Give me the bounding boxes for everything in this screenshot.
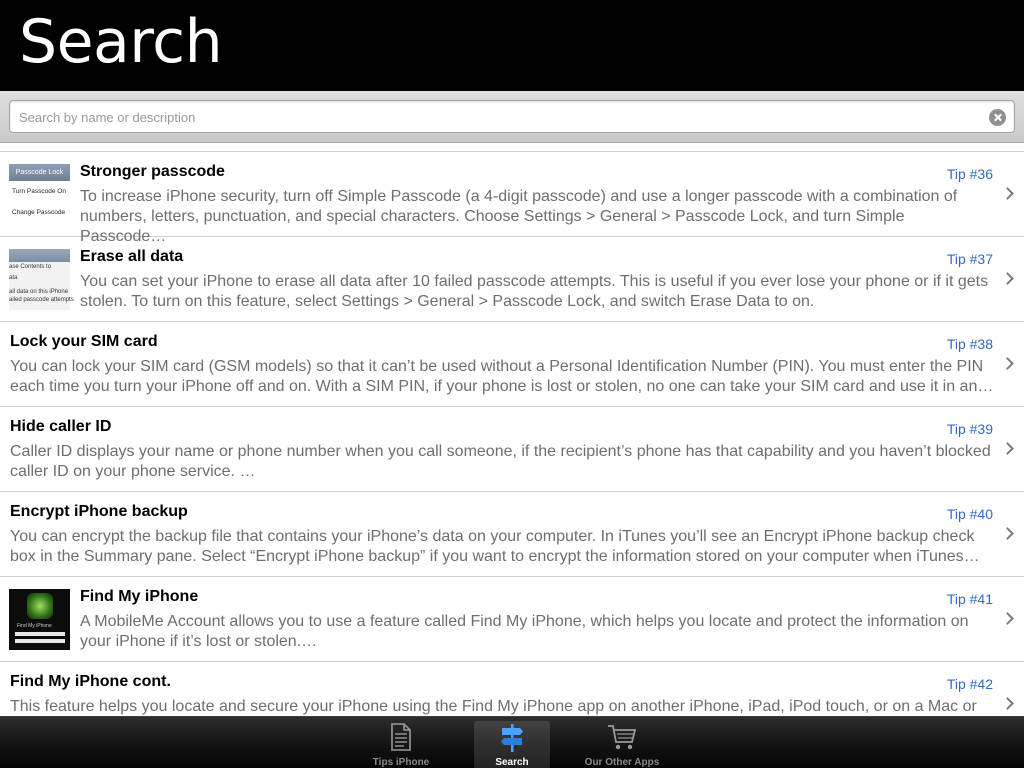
tip-row[interactable] xyxy=(0,322,1024,407)
chevron-right-icon[interactable] xyxy=(1001,612,1014,625)
search-input[interactable] xyxy=(19,107,969,127)
tab-label: Our Other Apps xyxy=(584,757,660,768)
tips-list[interactable] xyxy=(0,151,1024,717)
tip-title: Lock your SIM card xyxy=(10,333,158,350)
tip-title: Erase all data xyxy=(80,248,184,265)
tip-title: Hide caller ID xyxy=(10,418,112,435)
chevron-right-icon[interactable] xyxy=(1001,527,1014,540)
tip-title: Find My iPhone xyxy=(80,588,199,605)
thumb-field xyxy=(15,632,65,636)
tip-thumbnail xyxy=(9,249,74,310)
tip-number: Tip #41 xyxy=(946,591,993,607)
chevron-right-icon[interactable] xyxy=(1001,187,1014,200)
chevron-right-icon[interactable] xyxy=(1001,442,1014,455)
thumb-text: Find My iPhone xyxy=(17,623,52,629)
tip-number: Tip #36 xyxy=(946,166,993,182)
tab-tips-iphone[interactable] xyxy=(363,721,439,769)
thumb-text: all data on this iPhone xyxy=(9,289,69,295)
tip-thumbnail xyxy=(9,589,70,650)
tip-title: Stronger passcode xyxy=(80,163,225,180)
tab-our-other-apps[interactable] xyxy=(584,721,660,769)
thumb-text: ata xyxy=(9,275,18,281)
tip-description: A MobileMe Account allows you to use a feature called Find My iPhone, which helps you locate and protect the information on your iPhone if it’s lost or stolen.… xyxy=(80,613,969,650)
search-bar xyxy=(0,91,1024,143)
tip-title: Find My iPhone cont. xyxy=(10,673,171,690)
tip-description: Caller ID displays your name or phone number when you call someone, if the recipient’s phone has that capability and you haven’t blocked caller ID on your phone service. … xyxy=(10,443,991,480)
tip-row[interactable] xyxy=(0,492,1024,577)
tip-description: You can encrypt the backup file that contains your iPhone’s data on your computer. In iTunes you’ll see an Encrypt iPhone backup check box in the Summary pane. Select “Encrypt iPhone backup” if you want to encrypt the information stored on your computer when iTunes… xyxy=(10,528,980,565)
chevron-right-icon[interactable] xyxy=(1001,697,1014,710)
tip-number: Tip #39 xyxy=(946,421,993,437)
tab-search[interactable] xyxy=(474,721,550,769)
tip-number: Tip #38 xyxy=(946,336,993,352)
tab-bar xyxy=(0,716,1024,768)
chevron-right-icon[interactable] xyxy=(1001,357,1014,370)
document-icon xyxy=(390,723,412,751)
thumb-text: Turn Passcode On xyxy=(12,188,66,195)
radar-icon xyxy=(27,593,53,619)
page-title: Search xyxy=(19,7,223,77)
thumb-text: Passcode Lock xyxy=(9,164,70,181)
tip-description: You can set your iPhone to erase all data after 10 failed passcode attempts. This is useful if you ever lose your phone or if it gets stolen. To turn on this feature, select Settings > General > Passcode Lock, and switch Erase Data to on. xyxy=(80,273,989,310)
tab-label: Tips iPhone xyxy=(372,757,430,768)
chevron-right-icon[interactable] xyxy=(1001,272,1014,285)
tip-row[interactable] xyxy=(0,407,1024,492)
tip-thumbnail xyxy=(9,164,70,225)
tip-title: Encrypt iPhone backup xyxy=(10,503,188,520)
tip-row[interactable] xyxy=(0,577,1024,662)
thumb-field xyxy=(15,639,65,643)
tab-label: Search xyxy=(495,757,529,768)
tip-row[interactable] xyxy=(0,152,1024,245)
tip-description: You can lock your SIM card (GSM models) so that it can’t be used without a Personal Identification Number (PIN). You must enter the PIN each time you turn your iPhone off and on. With a SIM PIN, if your phone is lost or stolen, no one can take your SIM card and use it in an… xyxy=(10,358,994,395)
tip-number: Tip #42 xyxy=(946,676,993,692)
thumb-header xyxy=(9,249,70,262)
thumb-text: ailed passcode attempts xyxy=(9,297,74,303)
thumb-text: Change Passcode xyxy=(12,209,66,216)
tip-description: To increase iPhone security, turn off Simple Passcode (a 4-digit passcode) and use a longer passcode with a combination of numbers, letters, punctuation, and special characters. Choose Settings > General > Passcode Lock, and turn Simple Passcode… xyxy=(80,188,958,245)
header-bar xyxy=(0,0,1024,91)
tip-number: Tip #37 xyxy=(946,251,993,267)
search-field[interactable] xyxy=(9,100,1015,133)
thumb-text: ase Contents to xyxy=(9,264,52,270)
tip-number: Tip #40 xyxy=(946,506,993,522)
signpost-icon xyxy=(499,723,525,753)
tip-description: This feature helps you locate and secure your iPhone using the Find My iPhone app on another iPhone, iPad, iPod touch, or on a Mac or xyxy=(10,698,977,715)
clear-search-icon[interactable] xyxy=(989,109,1006,126)
cart-icon xyxy=(607,723,637,751)
tip-row[interactable] xyxy=(0,237,1024,322)
